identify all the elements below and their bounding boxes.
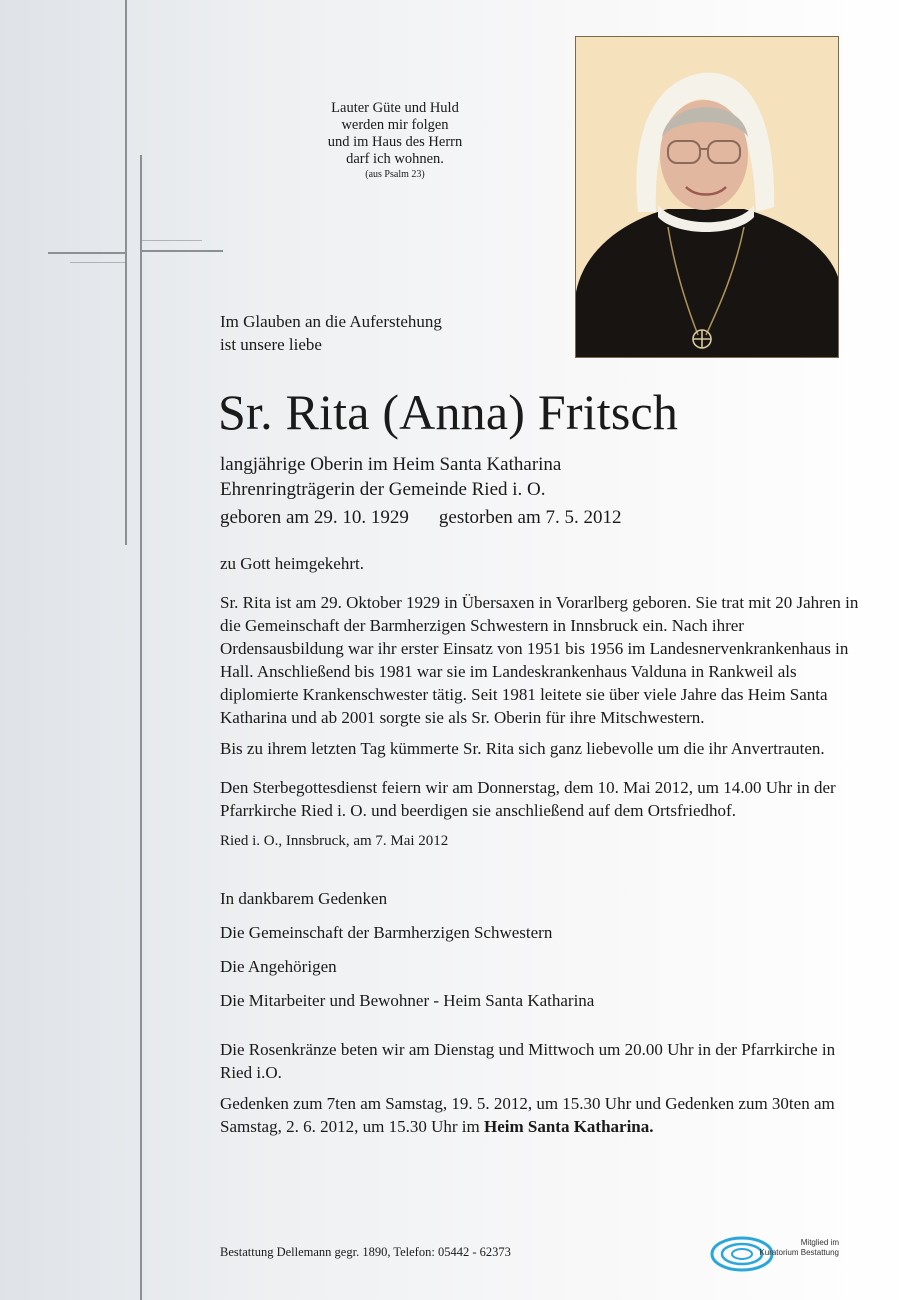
psalm-quote bbox=[290, 100, 500, 181]
birth-date: geboren am 29. 10. 1929 bbox=[220, 507, 409, 528]
homecoming-text: zu Gott heimgekehrt. bbox=[220, 554, 364, 573]
funeral-text: Den Sterbegottesdienst feiern wir am Donnerstag, dem 10. Mai 2012, um 14.00 Uhr in der Pfarrkirche Ried i. O. und beerdigen sie anschließend auf dem Ortsfriedhof. bbox=[220, 778, 836, 820]
intro-text bbox=[220, 310, 442, 356]
obituary-body bbox=[220, 552, 860, 1146]
rosary-text: Die Rosenkränze beten wir am Dienstag und Mittwoch um 20.00 Uhr in der Pfarrkirche in Ried i.O. bbox=[220, 1040, 836, 1082]
care-text: Bis zu ihrem letzten Tag kümmerte Sr. Rita sich ganz liebevolle um die ihr Anvertrauten. bbox=[220, 739, 825, 758]
deceased-titles bbox=[220, 452, 561, 502]
deceased-name: Sr. Rita (Anna) Fritsch bbox=[218, 384, 679, 440]
psalm-line: darf ich wohnen. bbox=[346, 151, 444, 167]
logo-line: Mitglied im bbox=[800, 1238, 839, 1247]
psalm-line: Lauter Güte und Huld bbox=[331, 100, 459, 116]
psalm-source: (aus Psalm 23) bbox=[365, 169, 425, 180]
logo-line: Kuratorium Bestattung bbox=[759, 1248, 839, 1257]
psalm-line: werden mir folgen bbox=[341, 117, 449, 133]
memorial-paragraph bbox=[220, 1092, 860, 1138]
life-dates bbox=[220, 505, 621, 530]
intro-line: Im Glauben an die Auferstehung bbox=[220, 312, 442, 331]
place-date: Ried i. O., Innsbruck, am 7. Mai 2012 bbox=[220, 833, 449, 849]
mourner-line: In dankbarem Gedenken bbox=[220, 889, 388, 908]
undertaker-info: Bestattung Dellemann gegr. 1890, Telefon: 05442 - 62373 bbox=[220, 1245, 511, 1259]
memorial-text: Gedenken zum 7ten am Samstag, 19. 5. 2012, um 15.30 Uhr und Gedenken zum 30ten am Samstag, 2. 6. 2012, um 15.30 Uhr im bbox=[220, 1094, 835, 1136]
psalm-line: und im Haus des Herrn bbox=[327, 134, 463, 150]
mourner-line: Die Gemeinschaft der Barmherzigen Schwestern bbox=[220, 923, 553, 942]
title-line: Ehrenringträgerin der Gemeinde Ried i. O. bbox=[220, 479, 546, 500]
biography-text: Sr. Rita ist am 29. Oktober 1929 in Übersaxen in Vorarlberg geboren. Sie trat mit 20 Jahren in die Gemeinschaft der Barmherzigen Schwestern in Innsbruck ein. Nach ihrer Ordensausbildung war ihr erster Einsatz von 1951 bis 1956 im Landesnervenkrankenhaus in Hall. Anschließend bis 1981 war sie im Landeskrankenhaus Valduna in Rankweil als diplomierte Krankenschwester tätig. Seit 1981 leitete sie über viele Jahre das Heim Santa Katharina und ab 2001 sorgte sie als Sr. Oberin für ihre Mitschwestern. bbox=[220, 593, 859, 727]
intro-line: ist unsere liebe bbox=[220, 335, 322, 354]
mourner-line: Die Mitarbeiter und Bewohner - Heim Santa Katharina bbox=[220, 991, 595, 1010]
mourner-line: Die Angehörigen bbox=[220, 957, 337, 976]
logo-caption bbox=[735, 1238, 839, 1258]
title-line: langjährige Oberin im Heim Santa Katharina bbox=[220, 454, 562, 475]
death-date: gestorben am 7. 5. 2012 bbox=[438, 507, 622, 528]
memorial-place: Heim Santa Katharina. bbox=[483, 1117, 654, 1136]
portrait-photo bbox=[575, 36, 839, 358]
